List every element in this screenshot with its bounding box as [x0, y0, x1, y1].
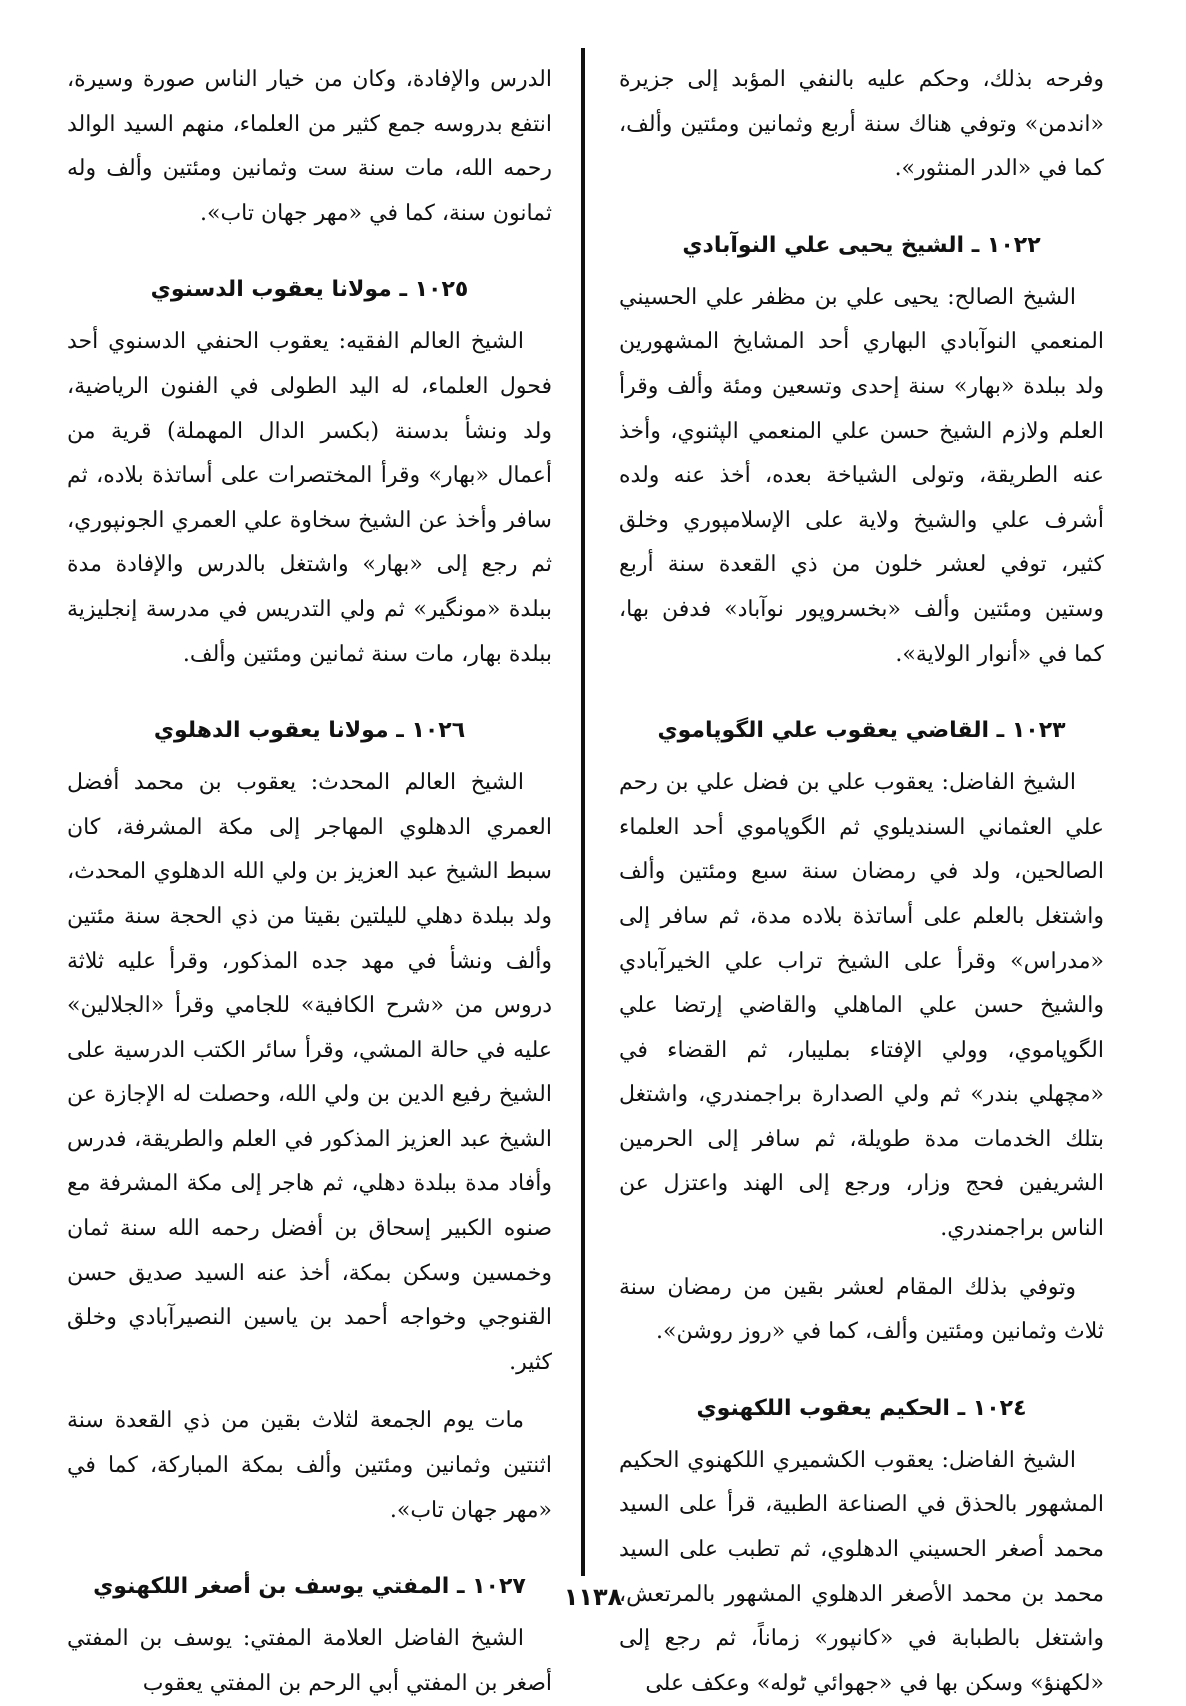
- paragraph-spacer: [619, 1252, 1104, 1266]
- paragraph-spacer: [67, 1385, 552, 1399]
- entry-heading-1023: ١٠٢٣ ـ القاضي يعقوب علي الگوپاموي: [657, 718, 1066, 744]
- entry-paragraph: الشيخ العالم المحدث: يعقوب بن محمد أفضل العمري الدهلوي المهاجر إلى مكة المشرفة، كان سبط الشيخ عبد العزيز بن ولي الله الدهلوي المحدث، ولد ببلدة دهلي لليلتين بقيتا من ذي الحجة سنة مئتين وألف ونشأ في مهد جده المذكور، وقرأ عليه ثلاثة دروس من «شرح الكافية» للجامي وقرأ «الجلالين» عليه في حالة المشي، وقرأ سائر الكتب الدرسية على الشيخ رفيع الدين بن ولي الله، وحصلت له الإجازة عن الشيخ عبد العزيز المذكور في العلم والطريقة، فدرس وأفاد مدة ببلدة دهلي، ثم هاجر إلى مكة المشرفة مع صنوه الكبير إسحاق بن أفضل رحمه الله سنة ثمان وخمسين وسكن بمكة، أخذ عنه السيد صديق حسن القنوجي وخواجه أحمد بن ياسين النصيرآبادي وخلق كثير.: [67, 770, 552, 1375]
- entry-heading-1022: ١٠٢٢ ـ الشيخ يحيى علي النوآبادي: [682, 232, 1041, 258]
- entry-paragraph: الشيخ الفاضل العلامة المفتي: يوسف بن المفتي أصغر بن المفتي أبي الرحم بن المفتي يعقوب: [67, 1626, 552, 1696]
- continued-paragraph: الدرس والإفادة، وكان من خيار الناس صورة وسيرة، انتفع بدروسه جمع كثير من العلماء، منهم السيد الوالد رحمه الله، مات سنة ست وثمانين ومئتين وألف وله ثمانون سنة، كما في «مهر جهان تاب».: [67, 67, 552, 226]
- entry-heading-1025: ١٠٢٥ ـ مولانا يعقوب الدسنوي: [150, 277, 469, 303]
- entry-heading-1024: ١٠٢٤ ـ الحكيم يعقوب اللكهنوي: [696, 1395, 1027, 1421]
- entry-paragraph: وتوفي بذلك المقام لعشر بقين من رمضان سنة ثلاث وثمانين ومئتين وألف، كما في «روز روشن».: [619, 1274, 1104, 1345]
- entry-heading-1027: ١٠٢٧ ـ المفتي يوسف بن أصغر اللكهنوي: [93, 1574, 526, 1600]
- page-number: ١١٣٨: [563, 1583, 623, 1611]
- column-divider: [581, 48, 585, 1576]
- left-column: [67, 58, 552, 1706]
- entry-paragraph: الشيخ الصالح: يحيى علي بن مظفر علي الحسيني المنعمي النوآبادي البهاري أحد المشايخ المشهورين ولد ببلدة «بهار» سنة إحدى وتسعين ومئة وألف وقرأ العلم ولازم الشيخ حسن علي المنعمي الپثنوي، وأخذ عنه الطريقة، وتولى الشياخة بعده، أخذ عنه ولده أشرف علي والشيخ ولاية على الإسلامپوري وخلق كثير، توفي لعشر خلون من ذي القعدة سنة أربع وستين ومئتين وألف «بخسروپور نوآباد» فدفن بها، كما في «أنوار الولاية».: [619, 284, 1104, 667]
- entry-heading-1026: ١٠٢٦ ـ مولانا يعقوب الدهلوي: [153, 718, 466, 744]
- entry-paragraph: الشيخ الفاضل: يعقوب الكشميري اللكهنوي الحكيم المشهور بالحذق في الصناعة الطبية، قرأ على السيد محمد أصغر الحسيني الدهلوي، ثم تطبب على السيد محمد بن محمد الأصغر الدهلوي المشهور بالمرتعش، واشتغل بالطبابة في «كانپور» زماناً، ثم رجع إلى «لكهنؤ» وسكن بها في «جهوائي ٹوله» وعكف على: [619, 1447, 1104, 1696]
- entry-paragraph: مات يوم الجمعة لثلاث بقين من ذي القعدة سنة اثنتين وثمانين ومئتين وألف بمكة المباركة، كما في «مهر جهان تاب».: [67, 1408, 552, 1523]
- right-column: [619, 58, 1104, 1706]
- continued-paragraph: وفرحه بذلك، وحكم عليه بالنفي المؤبد إلى جزيرة «اندمن» وتوفي هناك سنة أربع وثمانين ومئتين وألف، كما في «الدر المنثور».: [619, 67, 1104, 182]
- entry-paragraph: الشيخ العالم الفقيه: يعقوب الحنفي الدسنوي أحد فحول العلماء، له اليد الطولى في الفنون الرياضية، ولد ونشأ بدسنة (بكسر الدال المهملة) قرية من أعمال «بهار» وقرأ المختصرات على أساتذة بلاده، ثم سافر وأخذ عن الشيخ سخاوة علي العمري الجونپوري، ثم رجع إلى «بهار» واشتغل بالدرس والإفادة مدة ببلدة «مونگير» ثم ولي التدريس في مدرسة إنجليزية ببلدة بهار، مات سنة ثمانين ومئتين وألف.: [67, 329, 552, 667]
- entry-paragraph: الشيخ الفاضل: يعقوب علي بن فضل علي بن رحم علي العثماني السنديلوي ثم الگوپاموي أحد العلماء الصالحين، ولد في رمضان سنة سبع ومئتين وألف واشتغل بالعلم على أساتذة بلاده مدة، ثم سافر إلى «مدراس» وقرأ على الشيخ تراب علي الخيرآبادي والشيخ حسن علي الماهلي والقاضي إرتضا علي الگوپاموي، وولي الإفتاء بمليبار، ثم القضاء في «مچهلي بندر» ثم ولي الصدارة براجمندري، واشتغل بتلك الخدمات مدة طويلة، ثم سافر إلى الحرمين الشريفين فحج وزار، ورجع إلى الهند واعتزل عن الناس براجمندري.: [619, 770, 1104, 1242]
